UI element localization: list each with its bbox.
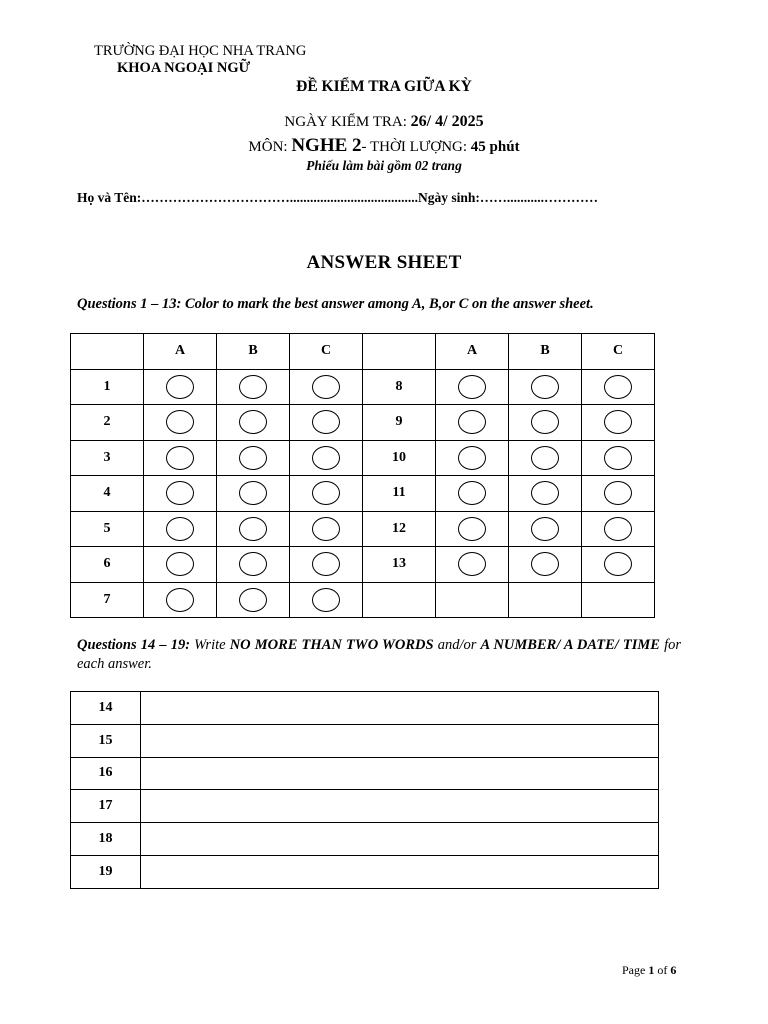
option-header: B: [509, 334, 582, 370]
answer-field[interactable]: [141, 757, 659, 790]
question-number: 1: [71, 369, 144, 405]
duration-label: - THỜI LƯỢNG:: [361, 139, 471, 155]
bubble-cell: [436, 405, 509, 441]
question-number: 3: [71, 440, 144, 476]
date-value: 26/ 4/ 2025: [410, 113, 484, 130]
grid-row: [71, 582, 655, 618]
exam-subject: [0, 135, 768, 157]
question-number: 7: [71, 582, 144, 618]
exam-date: [0, 113, 768, 131]
bubble-cell: [290, 440, 363, 476]
answer-bubble[interactable]: [604, 481, 632, 505]
faculty-name: KHOA NGOẠI NGỮ: [117, 60, 251, 76]
answer-bubble[interactable]: [312, 446, 340, 470]
answer-bubble[interactable]: [239, 517, 267, 541]
date-label: NGÀY KIỂM TRA:: [284, 114, 411, 130]
university-name: TRƯỜNG ĐẠI HỌC NHA TRANG: [94, 43, 307, 59]
answer-bubble[interactable]: [166, 588, 194, 612]
option-header: C: [582, 334, 655, 370]
gap-row: [71, 724, 659, 757]
bubble-cell: [144, 547, 217, 583]
answer-bubble[interactable]: [604, 375, 632, 399]
answer-field[interactable]: [141, 790, 659, 823]
answer-bubble[interactable]: [458, 446, 486, 470]
bubble-cell: [509, 405, 582, 441]
question-number: 8: [363, 369, 436, 405]
answer-field[interactable]: [141, 692, 659, 725]
page-total: 6: [670, 963, 677, 977]
option-header: C: [290, 334, 363, 370]
of-word: of: [654, 963, 671, 977]
bubble-cell: [582, 369, 655, 405]
bubble-cell: [436, 440, 509, 476]
answer-bubble[interactable]: [458, 410, 486, 434]
option-header: A: [436, 334, 509, 370]
answer-bubble[interactable]: [166, 517, 194, 541]
bubble-cell: [509, 369, 582, 405]
empty-cell: [363, 582, 436, 618]
answer-bubble[interactable]: [166, 446, 194, 470]
answer-bubble[interactable]: [458, 481, 486, 505]
bubble-cell: [144, 511, 217, 547]
answer-bubble[interactable]: [531, 517, 559, 541]
gap-instruction-number: A NUMBER/ A DATE/ TIME: [480, 637, 660, 653]
gap-instruction-text: Write: [190, 637, 230, 653]
answer-bubble[interactable]: [312, 410, 340, 434]
answer-bubble[interactable]: [166, 552, 194, 576]
gap-instruction-limit: NO MORE THAN TWO WORDS: [229, 637, 434, 653]
gap-instruction-range: Questions 14 – 19:: [77, 637, 191, 653]
gap-question-number: 17: [71, 790, 141, 823]
gap-row: [71, 823, 659, 856]
page-current: 1: [648, 963, 655, 977]
subject-value: NGHE 2: [291, 135, 362, 156]
question-number: 12: [363, 511, 436, 547]
bubble-cell: [144, 582, 217, 618]
student-info-line: [77, 190, 598, 206]
bubble-cell: [436, 369, 509, 405]
gap-question-number: 19: [71, 855, 141, 888]
question-number: 9: [363, 405, 436, 441]
bubble-cell: [436, 547, 509, 583]
option-header: B: [217, 334, 290, 370]
bubble-cell: [144, 476, 217, 512]
answer-field[interactable]: [141, 855, 659, 888]
empty-cell: [582, 582, 655, 618]
answer-bubble[interactable]: [531, 375, 559, 399]
bubble-cell: [582, 511, 655, 547]
answer-bubble[interactable]: [458, 552, 486, 576]
bubble-cell: [217, 582, 290, 618]
answer-sheet-title: ANSWER SHEET: [306, 252, 462, 273]
bubble-cell: [582, 547, 655, 583]
bubble-cell: [144, 440, 217, 476]
page-number: [622, 963, 676, 978]
gap-instruction-text-3: for each answer.: [77, 637, 681, 672]
answer-field[interactable]: [141, 823, 659, 856]
question-number: 6: [71, 547, 144, 583]
answer-bubble[interactable]: [312, 481, 340, 505]
answer-bubble[interactable]: [166, 410, 194, 434]
grid-row: [71, 440, 655, 476]
answer-bubble[interactable]: [312, 375, 340, 399]
question-number: 13: [363, 547, 436, 583]
answer-bubble[interactable]: [312, 517, 340, 541]
bubble-cell: [290, 511, 363, 547]
bubble-cell: [290, 405, 363, 441]
duration-value: 45 phút: [470, 139, 520, 155]
page-word: Page: [622, 963, 649, 977]
bubble-cell: [144, 405, 217, 441]
answer-bubble[interactable]: [239, 375, 267, 399]
grid-row: [71, 405, 655, 441]
question-number: 11: [363, 476, 436, 512]
bubble-cell: [509, 547, 582, 583]
question-number: 10: [363, 440, 436, 476]
gap-question-number: 15: [71, 724, 141, 757]
name-field-label: Họ và Tên:……………………………......................................: [77, 190, 419, 205]
answer-bubble[interactable]: [604, 552, 632, 576]
answer-bubble[interactable]: [531, 446, 559, 470]
answer-bubble[interactable]: [604, 517, 632, 541]
bubble-cell: [509, 511, 582, 547]
answer-bubble[interactable]: [239, 588, 267, 612]
gap-instruction-text-2: and/or: [433, 637, 481, 653]
answer-bubble[interactable]: [166, 375, 194, 399]
answer-bubble[interactable]: [239, 481, 267, 505]
bubble-cell: [217, 440, 290, 476]
gap-row: [71, 855, 659, 888]
answer-bubble[interactable]: [531, 481, 559, 505]
question-number: 2: [71, 405, 144, 441]
answer-bubble[interactable]: [166, 481, 194, 505]
gap-question-number: 18: [71, 823, 141, 856]
gap-fill-table: [70, 691, 659, 889]
bubble-cell: [290, 369, 363, 405]
gap-row: [71, 692, 659, 725]
answer-bubble[interactable]: [604, 410, 632, 434]
answer-bubble[interactable]: [458, 517, 486, 541]
answer-bubble[interactable]: [239, 410, 267, 434]
answer-bubble[interactable]: [312, 552, 340, 576]
empty-cell: [436, 582, 509, 618]
dob-field-label: Ngày sinh:……...........…………: [418, 190, 599, 205]
bubble-cell: [436, 476, 509, 512]
bubble-cell: [217, 511, 290, 547]
subject-label: MÔN:: [248, 139, 292, 155]
answer-field[interactable]: [141, 724, 659, 757]
answer-bubble[interactable]: [531, 552, 559, 576]
bubble-cell: [217, 405, 290, 441]
bubble-cell: [582, 440, 655, 476]
bubble-cell: [509, 440, 582, 476]
bubble-cell: [582, 476, 655, 512]
grid-row: [71, 547, 655, 583]
bubble-cell: [217, 369, 290, 405]
answer-bubble[interactable]: [239, 552, 267, 576]
bubble-cell: [217, 547, 290, 583]
grid-row: [71, 476, 655, 512]
bubble-cell: [509, 476, 582, 512]
grid-header-row: [71, 334, 655, 370]
bubble-cell: [217, 476, 290, 512]
gap-row: [71, 757, 659, 790]
bubble-cell: [436, 511, 509, 547]
option-header: A: [144, 334, 217, 370]
page-count-note: Phiếu làm bài gồm 02 trang: [306, 158, 462, 173]
exam-title: ĐỀ KIỂM TRA GIỮA KỲ: [296, 78, 472, 95]
bubble-cell: [582, 405, 655, 441]
answer-bubble[interactable]: [312, 588, 340, 612]
bubble-cell: [290, 582, 363, 618]
answer-bubble[interactable]: [531, 410, 559, 434]
answer-bubble[interactable]: [604, 446, 632, 470]
gap-question-number: 14: [71, 692, 141, 725]
bubble-cell: [290, 476, 363, 512]
answer-bubble[interactable]: [458, 375, 486, 399]
bubble-cell: [290, 547, 363, 583]
gap-row: [71, 790, 659, 823]
grid-row: [71, 511, 655, 547]
grid-corner-cell: [71, 334, 144, 370]
bubble-cell: [144, 369, 217, 405]
empty-cell: [509, 582, 582, 618]
grid-row: [71, 369, 655, 405]
multiple-choice-grid: [70, 333, 655, 618]
gap-fill-instruction: [77, 636, 681, 674]
mc-instruction: Questions 1 – 13: Color to mark the best answer among A, B,or C on the answer sheet.: [77, 296, 594, 312]
grid-corner-cell: [363, 334, 436, 370]
gap-question-number: 16: [71, 757, 141, 790]
question-number: 5: [71, 511, 144, 547]
answer-bubble[interactable]: [239, 446, 267, 470]
question-number: 4: [71, 476, 144, 512]
